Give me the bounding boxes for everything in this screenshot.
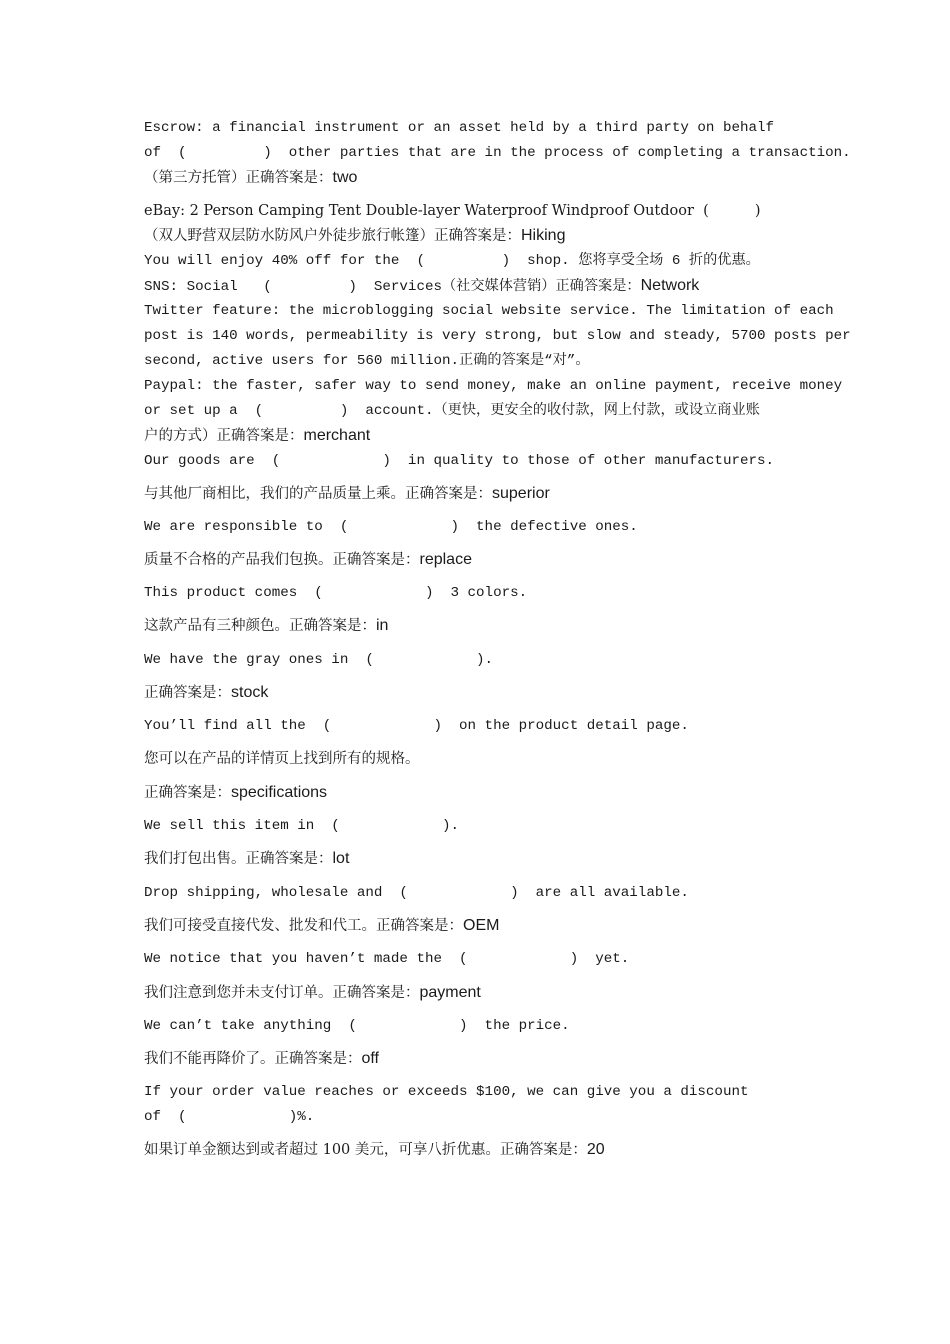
text-line: of ( ) other parties that are in the process of completing a transaction. — [144, 145, 851, 161]
answer-text: OEM — [463, 917, 500, 934]
answer-text: superior — [492, 485, 550, 502]
answer-text: merchant — [303, 427, 371, 444]
answer-text: replace — [419, 551, 472, 568]
text-line: We have the gray ones in ( ). — [144, 652, 494, 668]
text-line: post is 140 words, permeability is very strong, but slow and steady, 5700 posts per — [144, 328, 851, 344]
text-line: 我们不能再降价了。正确答案是：off — [144, 1050, 379, 1067]
text-line: Paypal: the faster, safer way to send money, make an online payment, receive money — [144, 378, 843, 394]
text-line: 这款产品有三种颜色。正确答案是：in — [144, 617, 389, 634]
answer-text: lot — [332, 850, 350, 867]
text-line: 我们打包出售。正确答案是：lot — [144, 850, 350, 867]
text-line: We can’t take anything ( ) the price. — [144, 1018, 570, 1034]
text-line: 我们注意到您并未支付订单。正确答案是：payment — [144, 984, 481, 1001]
answer-text: stock — [231, 684, 269, 701]
text-line: Twitter feature: the microblogging social website service. The limitation of each — [144, 303, 834, 319]
text-line: （第三方托管）正确答案是：two — [144, 169, 358, 186]
answer-text: 20 — [586, 1141, 605, 1158]
text-line: We notice that you haven’t made the ( ) yet. — [144, 951, 630, 967]
text-line: This product comes ( ) 3 colors. — [144, 585, 528, 601]
text-line: You’ll find all the ( ) on the product detail page. — [144, 718, 689, 734]
text-line: of ( )%. — [144, 1109, 315, 1125]
answer-text: off — [361, 1050, 379, 1067]
text-line: 您可以在产品的详情页上找到所有的规格。 — [144, 751, 420, 767]
answer-text: Hiking — [521, 227, 566, 244]
text-line: 我们可接受直接代发、批发和代工。正确答案是：OEM — [144, 917, 500, 934]
text-line: SNS: Social ( ) Services（社交媒体营销）正确答案是：Network — [144, 277, 700, 295]
text-line: We are responsible to ( ) the defective ones. — [144, 519, 638, 535]
text-line: 正确答案是：specifications — [144, 784, 328, 801]
answer-text: Network — [640, 277, 700, 294]
text-line: or set up a ( ) account.（更快，更安全的收付款，网上付款，或设立商业账 — [144, 403, 760, 419]
text-line: Drop shipping, wholesale and ( ) are all available. — [144, 885, 689, 901]
text-line: 正确答案是：stock — [144, 684, 269, 701]
text-line: eBay: 2 Person Camping Tent Double-layer Waterproof Windproof Outdoor ( ) — [144, 203, 761, 219]
text-line: （双人野营双层防水防风户外徒步旅行帐篷）正确答案是：Hiking — [144, 227, 566, 244]
answer-text: in — [376, 617, 389, 634]
answer-text: specifications — [231, 784, 328, 801]
text-line: 户的方式）正确答案是：merchant — [144, 427, 371, 444]
answer-text: two — [332, 169, 358, 186]
text-line: Our goods are ( ) in quality to those of other manufacturers. — [144, 453, 775, 469]
answer-text: payment — [419, 984, 481, 1001]
text-line: 如果订单金额达到或者超过 100 美元，可享八折优惠。正确答案是：20 — [144, 1141, 605, 1158]
text-line: Escrow: a financial instrument or an asset held by a third party on behalf — [144, 120, 775, 136]
text-line: You will enjoy 40% off for the ( ) shop. 您将享受全场 6 折的优惠。 — [144, 253, 760, 269]
text-line: 与其他厂商相比，我们的产品质量上乘。正确答案是：superior — [144, 485, 550, 502]
text-line: We sell this item in ( ). — [144, 818, 460, 834]
text-line: second, active users for 560 million.正确的答案是“对”。 — [144, 353, 590, 369]
text-line: 质量不合格的产品我们包换。正确答案是：replace — [144, 551, 472, 568]
text-line: If your order value reaches or exceeds $100, we can give you a discount — [144, 1084, 749, 1100]
